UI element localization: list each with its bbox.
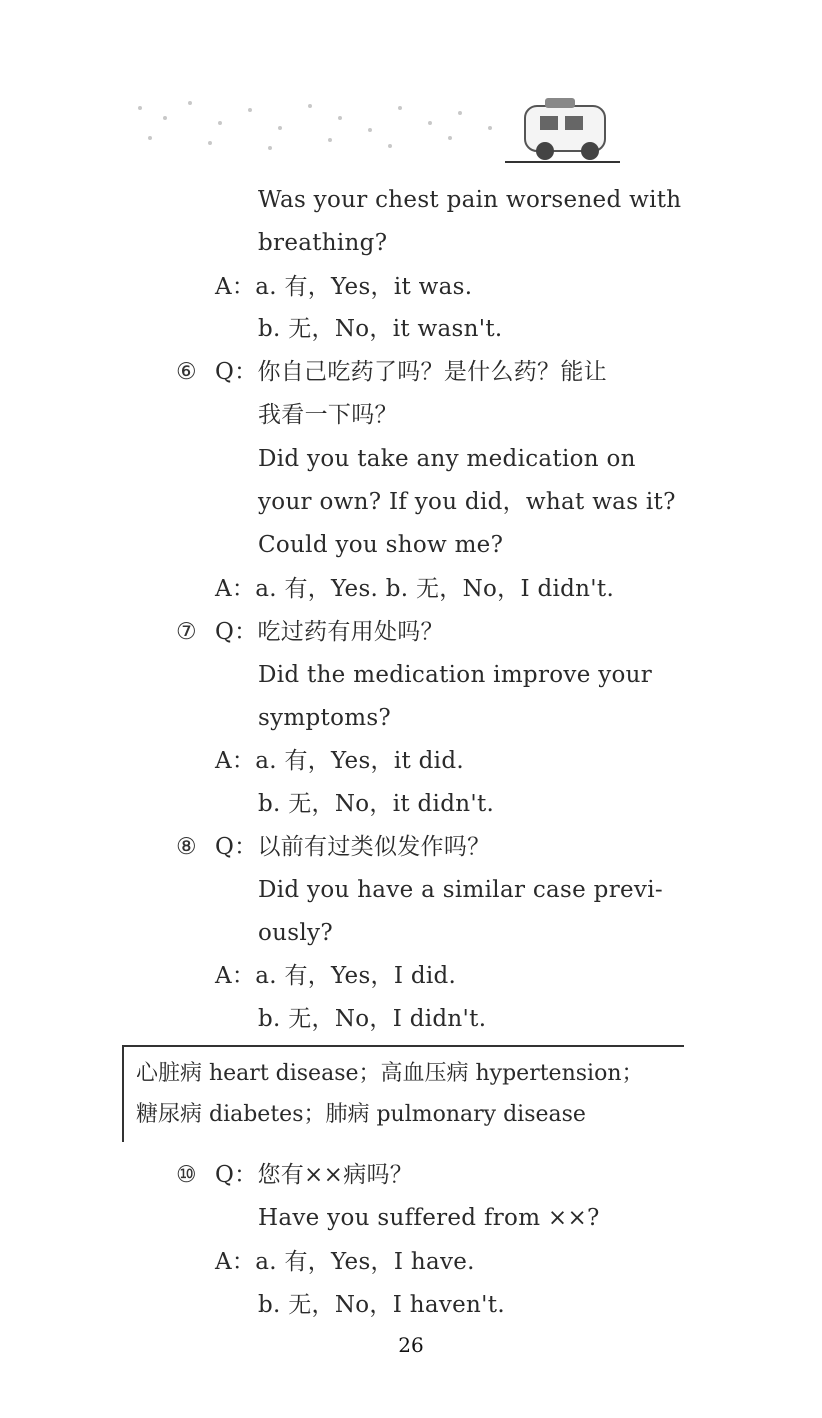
text-line: A：a. 有，Yes，I have. xyxy=(215,1249,475,1275)
item-number: ⑦ xyxy=(176,619,197,645)
text-line: A：a. 有，Yes. b. 无，No，I didn't. xyxy=(215,576,615,602)
text-line: b. 无，No，it didn't. xyxy=(258,791,495,817)
text-line: Did you have a similar case previ- xyxy=(258,877,663,903)
text-line: b. 无，No，it wasn't. xyxy=(258,316,503,342)
text-line: A：a. 有，Yes，it was. xyxy=(215,274,473,300)
item-number: ⑩ xyxy=(176,1162,197,1188)
text-line: A：a. 有，Yes，it did. xyxy=(215,748,464,774)
text-line: A：a. 有，Yes，I did. xyxy=(215,963,457,989)
text-line: Q：你自己吃药了吗？是什么药？能让 xyxy=(215,359,607,385)
item-number: ⑧ xyxy=(176,834,197,860)
header-decoration xyxy=(120,88,630,168)
text-line: ously? xyxy=(258,920,333,946)
text-line: 我看一下吗？ xyxy=(258,402,398,428)
vocabulary-line-1: 心脏病 heart disease；高血压病 hypertension； xyxy=(136,1061,644,1086)
text-line: Was your chest pain worsened with xyxy=(258,187,682,213)
text-line: Have you suffered from ××? xyxy=(258,1205,600,1231)
text-line: symptoms? xyxy=(258,705,392,731)
text-line: Q：您有××病吗？ xyxy=(215,1162,414,1188)
ambulance-icon xyxy=(120,88,630,168)
text-line: b. 无，No，I didn't. xyxy=(258,1006,487,1032)
text-line: b. 无，No，I haven't. xyxy=(258,1292,505,1318)
text-line: Did you take any medication on xyxy=(258,446,636,472)
text-line: your own? If you did，what was it? xyxy=(258,489,676,515)
vocabulary-line-2: 糖尿病 diabetes；肺病 pulmonary disease xyxy=(136,1102,586,1127)
text-line: Q：以前有过类似发作吗？ xyxy=(215,834,491,860)
text-line: Did the medication improve your xyxy=(258,662,653,688)
vocabulary-box xyxy=(122,1045,684,1142)
text-line: Q：吃过药有用处吗？ xyxy=(215,619,444,645)
text-line: breathing? xyxy=(258,230,388,256)
page-number: 26 xyxy=(398,1333,424,1357)
item-number: ⑥ xyxy=(176,359,197,385)
text-line: Could you show me? xyxy=(258,532,504,558)
